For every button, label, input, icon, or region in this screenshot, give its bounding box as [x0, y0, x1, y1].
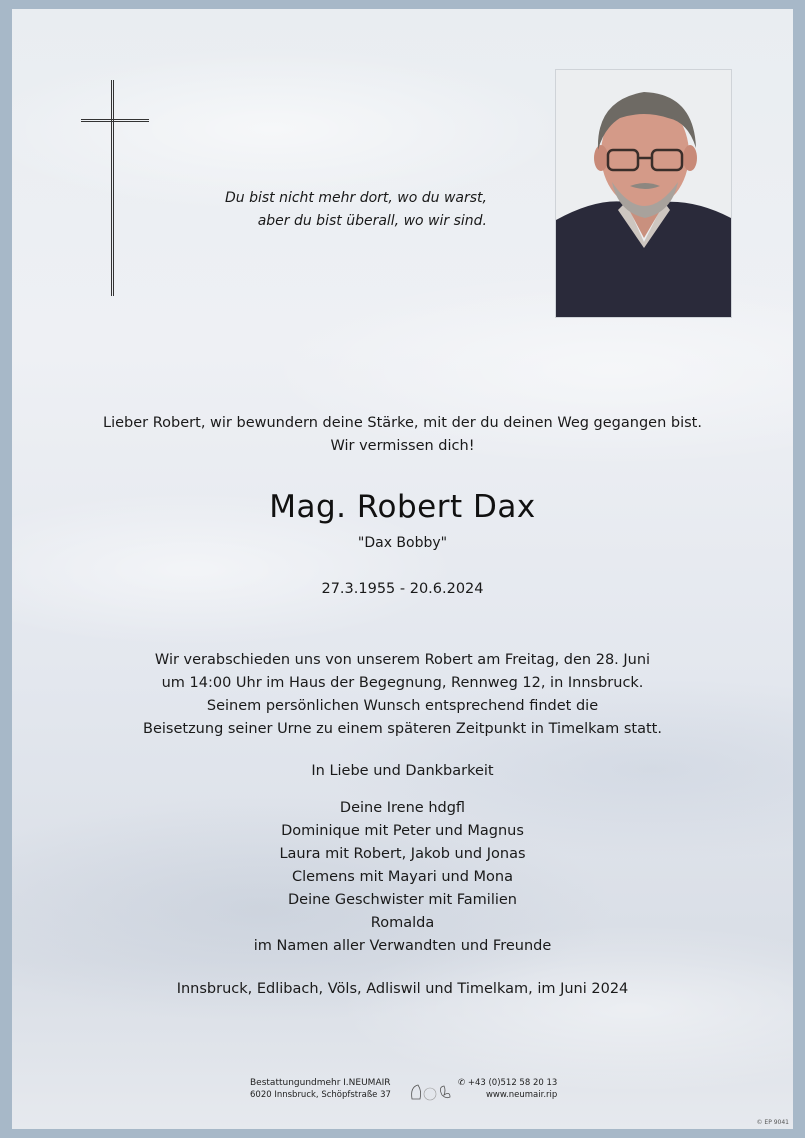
- life-dates: 27.3.1955 - 20.6.2024: [321, 581, 484, 597]
- announcement-line: Wir verabschieden uns von unserem Robert am Freitag, den 28. Juni: [154, 652, 651, 668]
- memorial-quote: [162, 187, 487, 233]
- funeral-home-footer: [250, 1077, 560, 1105]
- mourners-list: [12, 797, 793, 958]
- mourner-line: Romalda: [370, 915, 435, 931]
- address-text: 6020 Innsbruck, Schöpfstraße 37: [250, 1090, 391, 1100]
- mourner-line: Clemens mit Mayari und Mona: [291, 869, 514, 885]
- announcement-line: Beisetzung seiner Urne zu einem späteren Zeitpunkt in Timelkam statt.: [143, 721, 662, 737]
- butterfly-icon: [408, 1081, 452, 1103]
- portrait-photo: [555, 69, 732, 318]
- quote-line-2: aber du bist überall, wo wir sind.: [257, 213, 487, 229]
- closing-phrase: In Liebe und Dankbarkeit: [311, 763, 494, 779]
- brand-name: I.NEUMAIR: [343, 1078, 391, 1088]
- deceased-name: Mag. Robert Dax: [269, 489, 536, 525]
- place-and-date: Innsbruck, Edlibach, Völs, Adliswil und Timelkam, im Juni 2024: [176, 981, 629, 997]
- print-code: © EP 9041: [756, 1119, 789, 1126]
- brand-tagline: Bestattungundmehr: [250, 1078, 341, 1088]
- phone-icon: ✆: [458, 1078, 466, 1088]
- quote-line-1: Du bist nicht mehr dort, wo du warst,: [224, 190, 487, 206]
- announcement-line: um 14:00 Uhr im Haus der Begegnung, Rennweg 12, in Innsbruck.: [161, 675, 644, 691]
- parte-card: [12, 9, 793, 1129]
- mourner-line: Deine Irene hdgfl: [339, 800, 466, 816]
- funeral-announcement: [12, 649, 793, 741]
- mourner-line: im Namen aller Verwandten und Freunde: [253, 938, 552, 954]
- mourner-line: Deine Geschwister mit Familien: [288, 892, 517, 908]
- deceased-nickname: "Dax Bobby": [357, 535, 448, 551]
- contact-info: [458, 1077, 557, 1101]
- intro-line-1: Lieber Robert, wir bewundern deine Stärke, mit der du deinen Weg gegangen bist.: [103, 415, 702, 431]
- funeral-home-info: [250, 1077, 391, 1101]
- phone-number: +43 (0)512 58 20 13: [467, 1078, 558, 1088]
- mourner-line: Laura mit Robert, Jakob und Jonas: [279, 846, 526, 862]
- intro-line-2: Wir vermissen dich!: [330, 438, 475, 454]
- intro-text: [12, 412, 793, 458]
- announcement-line: Seinem persönlichen Wunsch entsprechend findet die: [206, 698, 599, 714]
- mourner-line: Dominique mit Peter und Magnus: [281, 823, 524, 839]
- website-url: www.neumair.rip: [485, 1090, 558, 1100]
